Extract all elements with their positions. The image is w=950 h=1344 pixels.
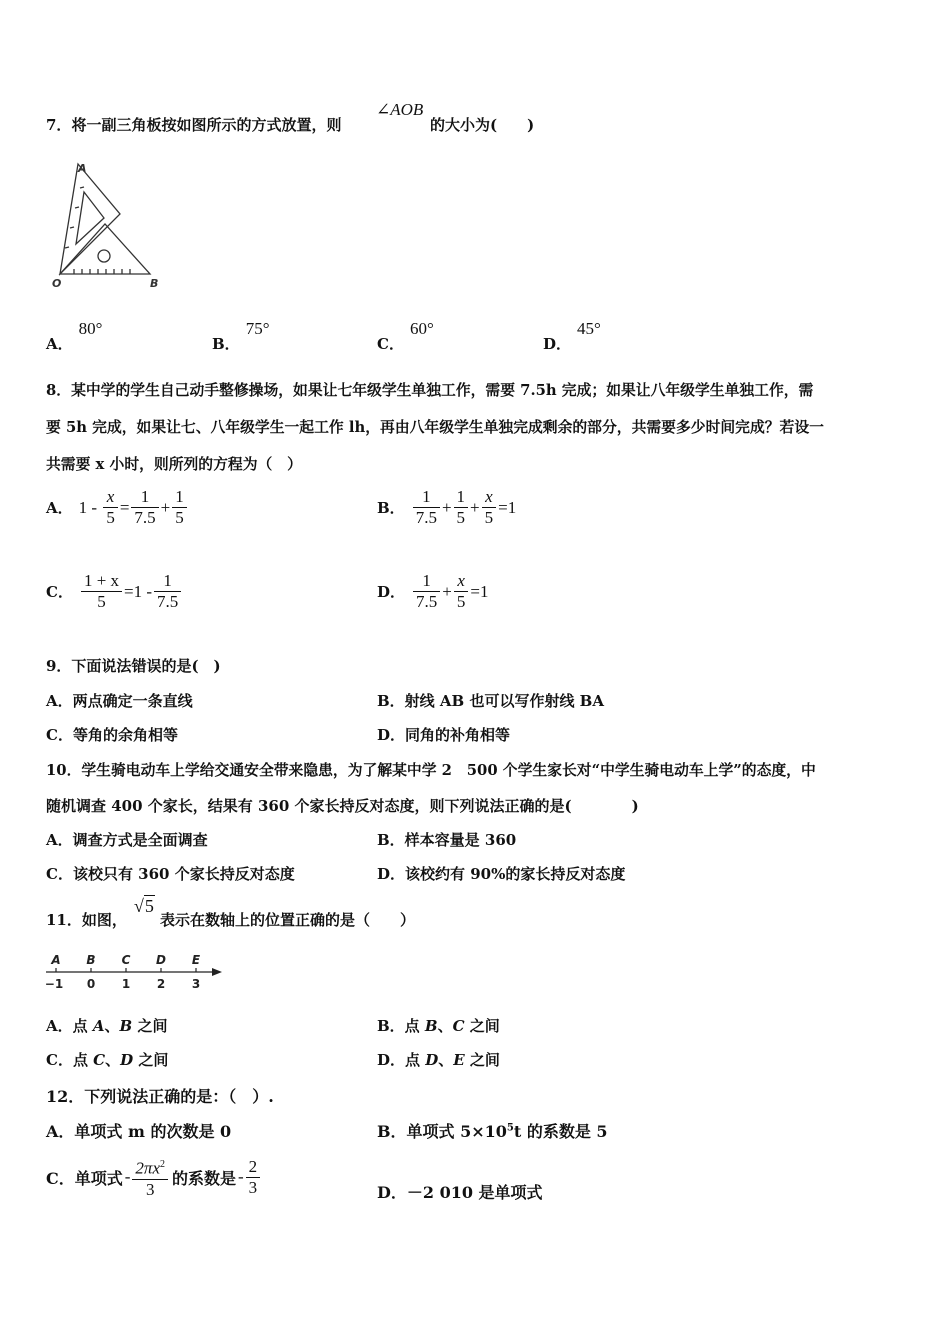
fig-label-a: A — [78, 162, 87, 175]
q12-option-d[interactable]: D．－2 010 是单项式 — [377, 1183, 543, 1202]
axis-number-0: 0 — [86, 977, 96, 991]
set-square-30 — [60, 164, 120, 274]
q9-option-b[interactable]: B．射线 AB 也可以写作射线 BA — [377, 692, 604, 710]
q11-option-a[interactable]: A．点 A、B 之间 — [46, 1017, 168, 1035]
q12-expression-c: - $\frac{2\pi x^2}{3}$ — [125, 1156, 170, 1199]
sqrt-symbol: √ — [134, 896, 144, 916]
axis-letter-b: B — [86, 953, 96, 967]
q11-stem-b: 表示在数轴上的位置正确的是（ ） — [160, 911, 416, 929]
q10-option-d[interactable]: D．该校约有 90%的家长持反对态度 — [377, 865, 626, 883]
q9-option-c[interactable]: C．等角的余角相等 — [46, 726, 178, 744]
set-square-30-inner — [76, 192, 104, 244]
q8-option-c[interactable]: C． $\frac{1 + x}{5}$ =1 - $\frac{1}{7.5}$ — [46, 572, 183, 611]
q9-stem: 9．下面说法错误的是( ) — [46, 657, 221, 675]
q10-option-a[interactable]: A．调查方式是全面调查 — [46, 831, 208, 849]
q12-coefficient-c: - $\frac{2}{3}$ — [238, 1158, 262, 1197]
q7-stem-a: 将一副三角板按如图所示的方式放置，则 — [71, 116, 342, 134]
axis-number-1: 1 — [121, 977, 131, 991]
q7-option-d[interactable]: D．45° — [543, 319, 601, 353]
q9-option-d[interactable]: D．同角的补角相等 — [377, 726, 511, 744]
q7-option-b[interactable]: B．75° — [212, 319, 270, 353]
q7-stem — [46, 114, 341, 135]
q8-equation-a: 1 - $\frac{x}{5}$ = $\frac{1}{7.5}$ + $\frac{1}{5}$ — [79, 488, 189, 527]
set-square-hole — [98, 250, 110, 262]
axis-letter-e: E — [191, 953, 201, 967]
q12-stem: 12．下列说法正确的是：（ ）. — [46, 1087, 274, 1106]
axis-letter-a: A — [51, 953, 61, 967]
q10-stem-line1: 10．学生骑电动车上学给交通安全带来隐患，为了解某中学 2 500 个学生家长对“中学生骑电动车上学”的态度，中 — [46, 762, 816, 779]
fig-label-b: B — [150, 277, 159, 290]
q7-option-c[interactable]: C．60° — [377, 319, 434, 353]
q8-equation-b: $\frac{1}{7.5}$ + $\frac{1}{5}$ + $\frac{x}{5}$ =1 — [411, 488, 517, 527]
q8-equation-d: $\frac{1}{7.5}$ + $\frac{x}{5}$ =1 — [411, 572, 488, 611]
q10-option-b[interactable]: B．样本容量是 360 — [377, 831, 517, 849]
q7-option-a[interactable]: A．80° — [46, 319, 103, 353]
axis-letter-c: C — [121, 953, 131, 967]
q11-sqrt: √5 — [134, 896, 154, 916]
q10-option-c[interactable]: C．该校只有 360 个家长持反对态度 — [46, 865, 295, 883]
q8-stem-line1: 8．某中学的学生自己动手整修操场，如果让七年级学生单独工作，需要 7.5h 完成；如果让八年级学生单独工作，需 — [46, 382, 814, 399]
set-square-45 — [60, 224, 150, 274]
q11-option-d[interactable]: D．点 D、E 之间 — [377, 1051, 500, 1069]
axis-number-2: 2 — [156, 977, 166, 991]
q12-option-b[interactable]: B．单项式 $5\times 10^5t$ 的系数是 5 — [377, 1122, 608, 1141]
q11-option-c[interactable]: C．点 C、D 之间 — [46, 1051, 169, 1069]
q11-option-b[interactable]: B．点 B、C 之间 — [377, 1017, 500, 1035]
q8-stem-line3: 共需要 x 小时，则所列的方程为（ ） — [46, 456, 302, 473]
q7-angle: ∠AOB — [376, 100, 424, 119]
q8-stem-line2: 要 5h 完成，如果让七、八年级学生一起工作 lh，再由八年级学生单独完成剩余的部分，共需要多少时间完成？若设一 — [46, 419, 824, 436]
q11-stem-a: 11．如图， — [46, 911, 127, 929]
q12-option-a[interactable]: A．单项式 m 的次数是 0 — [46, 1122, 232, 1141]
fig-label-o: O — [52, 277, 62, 290]
axis-letter-d: D — [156, 953, 166, 967]
q8-option-b[interactable]: B． $\frac{1}{7.5}$ + $\frac{1}{5}$ + $\frac{x}{5}$ =1 — [377, 487, 517, 527]
axis-number-minus1: −1 — [44, 977, 64, 991]
q7-number: 7． — [46, 116, 72, 134]
q9-option-a[interactable]: A．两点确定一条直线 — [46, 692, 193, 710]
q8-equation-c: $\frac{1 + x}{5}$ =1 - $\frac{1}{7.5}$ — [79, 572, 183, 611]
q12-option-c[interactable]: C．单项式 - $\frac{2\pi x^2}{3}$ 的系数是 - $\frac{2}{3}$ — [46, 1156, 262, 1199]
axis-number-3: 3 — [191, 977, 201, 991]
q7-stem-b: 的大小为( ) — [430, 116, 535, 134]
q8-option-d[interactable]: D． $\frac{1}{7.5}$ + $\frac{x}{5}$ =1 — [377, 571, 489, 611]
q10-stem-line2: 随机调查 400 个家长，结果有 360 个家长持反对态度，则下列说法正确的是( ) — [46, 797, 639, 815]
q8-option-a[interactable]: A． 1 - $\frac{x}{5}$ = $\frac{1}{7.5}$ + $\frac{1}{5}$ — [46, 488, 189, 527]
q7-triangle-figure — [44, 158, 174, 293]
q11-number-line — [40, 950, 230, 994]
